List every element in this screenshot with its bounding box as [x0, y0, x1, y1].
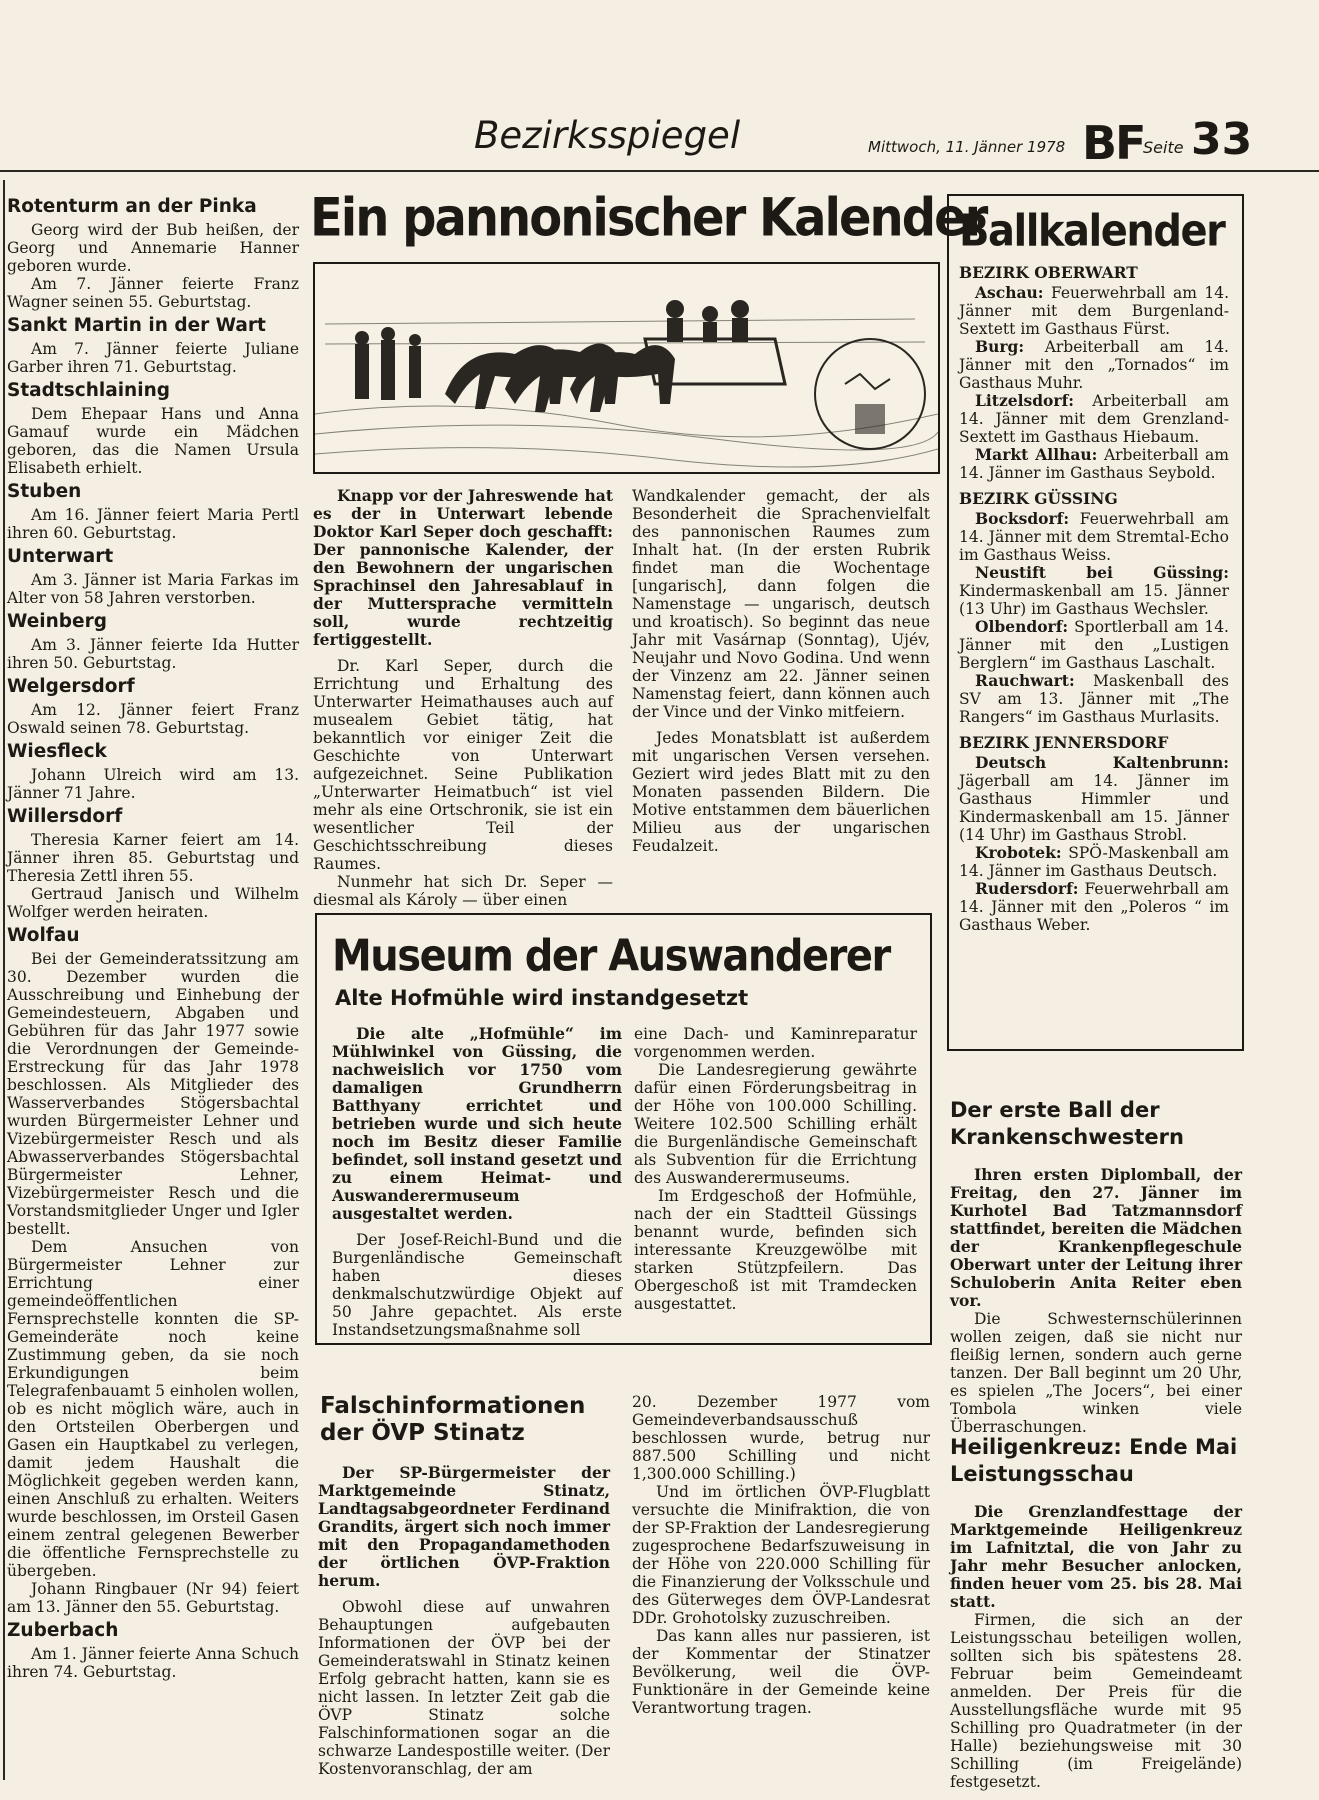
ball-place: Krobotek:: [975, 843, 1062, 862]
krankenschwestern-column: [950, 1166, 1242, 1436]
entry-text: Theresia Karner feiert am 14. Jänner ihren 85. Geburtstag und Theresia Zettl ihren 55.: [7, 831, 299, 885]
oevp-column-2: [632, 1393, 930, 1717]
oevp-paragraph: Das kann alles nur passieren, ist der Kommentar der Stinatzer Bevölkerung, weil die ÖVP-Funktionäre in der Gemeinde keine Verantwortung tragen.: [632, 1627, 930, 1717]
ball-place: Bocksdorf:: [975, 509, 1070, 528]
entry-text: Am 3. Jänner feierte Ida Hutter ihren 50. Geburtstag.: [7, 636, 299, 672]
entry-text: Am 12. Jänner feiert Franz Oswald seinen 78. Geburtstag.: [7, 701, 299, 737]
ball-place: Deutsch Kaltenbrunn:: [975, 753, 1229, 772]
heiligenkreuz-paragraph: Firmen, die sich an der Leistungsschau beteiligen wollen, sollten sich bis spätestens 28. Februar beim Gemeindeamt anmelden. Der Preis für die Ausstellungsfläche wurde mit 95 Schilling pro Quadratmeter (in der Halle) beziehungsweise mit 30 Schilling (im Freigelände) festgesetzt.: [950, 1611, 1242, 1791]
ball-place: Rudersdorf:: [975, 879, 1079, 898]
ball-details: Maskenball des SV am 13. Jänner mit „The Rangers“ im Gasthaus Murlasits.: [959, 672, 1229, 726]
museum-paragraph: eine Dach- und Kaminreparatur vorgenommen werden.: [634, 1025, 917, 1061]
ball-entry: [959, 392, 1229, 446]
sleigh-illustration-drawing: [315, 264, 938, 472]
museum-article-box: [315, 913, 932, 1345]
museum-paragraph: Im Erdgeschoß der Hofmühle, nach der ein Stadtteil Güssings benannt wurde, befinden sich interessante Kreuzgewölbe mit starken Stützpfeilern. Das Obergeschoß ist mit Tramdecken ausgestattet.: [634, 1187, 917, 1313]
district-heading: BEZIRK JENNERSDORF: [959, 733, 1169, 752]
entry-text: Am 1. Jänner feierte Anna Schuch ihren 74. Geburtstag.: [7, 1645, 299, 1681]
oevp-paragraph: 20. Dezember 1977 vom Gemeindeverbandsausschuß beschlossen wurde, betrug nur 887.500 Schilling und nicht 1,300.000 Schilling.): [632, 1393, 930, 1483]
entry-heading: Wolfau: [7, 925, 80, 946]
museum-paragraph: Der Josef-Reichl-Bund und die Burgenländische Gemeinschaft haben dieses denkmalschutzwürdige Objekt auf 50 Jahre gepachtet. Als erste Instandsetzungsmaßnahme soll: [332, 1231, 622, 1339]
entry-text: Johann Ringbauer (Nr 94) feiert am 13. Jänner den 55. Geburtstag.: [7, 1580, 299, 1616]
entry-heading: Willersdorf: [7, 806, 123, 827]
entry-text: Dem Ehepaar Hans und Anna Gamauf wurde ein Mädchen geboren, das die Namen Ursula Elisabeth erhielt.: [7, 405, 299, 477]
entry-heading: Stadtschlaining: [7, 380, 170, 401]
kalender-column-2: [632, 487, 930, 855]
ball-entry: [959, 618, 1229, 672]
entry-heading: Stuben: [7, 481, 82, 502]
ball-entry: [959, 754, 1229, 844]
issue-date: Mittwoch, 11. Jänner 1978: [868, 138, 1066, 156]
kalender-column-1: [313, 487, 613, 909]
district-heading: BEZIRK OBERWART: [959, 263, 1138, 282]
section-title: Bezirksspiegel: [474, 114, 741, 157]
oevp-lead: Der SP-Bürgermeister der Marktgemeinde Stinatz, Landtagsabgeordneter Ferdinand Grandits, ärgert sich noch immer mit den Propagandamethoden der örtlichen ÖVP-Fraktion herum.: [318, 1463, 610, 1590]
ball-place: Rauchwart:: [975, 671, 1075, 690]
left-margin-rule: [3, 180, 5, 1780]
entry-heading: Sankt Martin in der Wart: [7, 315, 266, 336]
entry-heading: Unterwart: [7, 546, 114, 567]
ball-details: Kindermaskenball am 15. Jänner (13 Uhr) im Gasthaus Wechsler.: [959, 582, 1229, 618]
entry-text: Am 7. Jänner feierte Franz Wagner seinen 55. Geburtstag.: [7, 275, 299, 311]
entry-text: Am 3. Jänner ist Maria Farkas im Alter von 58 Jahren verstorben.: [7, 571, 299, 607]
ball-entry: [959, 564, 1229, 618]
entry-text: Dem Ansuchen von Bürgermeister Lehner zur Errichtung einer gemeindeöffentlichen Fernsprechstelle konnten die SP-Gemeinderäte noch keine Zustimmung geben, da sie noch Erkundigungen beim Telegrafenbauamt 5 einholen wollen, ob es nicht möglich wäre, auch in den Ortsteilen Oberbergen und Gasen ein Hauptkabel zu verlegen, damit jedem Haushalt die Möglichkeit gegeben werden kann, einen Anschluß zu erhalten. Weiters wurde beschlossen, im Orsteil Gasen einem zentral gelegenen Bewerber die öffentliche Fernsprechstelle zu übergeben.: [7, 1238, 299, 1580]
museum-column-2: [634, 1025, 917, 1313]
entry-heading: Weinberg: [7, 611, 107, 632]
ball-place: Markt Allhau:: [975, 445, 1098, 464]
entry-heading: Wiesfleck: [7, 741, 107, 762]
ballkalender-box: [947, 194, 1244, 1051]
heiligenkreuz-column: [950, 1503, 1242, 1791]
ball-entry: [959, 844, 1229, 880]
entry-text: Johann Ulreich wird am 13. Jänner 71 Jahre.: [7, 766, 299, 802]
museum-lead: Die alte „Hofmühle“ im Mühlwinkel von Güssing, die nachweislich vor 1750 vom damaligen Grundherrn Batthyany errichtet und betrieben wurde und sich heute noch im Besitz dieser Familie befindet, soll instand gesetzt und zu einem Heimat- und Auswanderermuseum ausgestaltet werden.: [332, 1024, 622, 1223]
krankenschwestern-lead: Ihren ersten Diplomball, der Freitag, den 27. Jänner im Kurhotel Bad Tatzmannsdorf stattfindet, bereiten die Mädchen der Krankenpflegeschule Oberwart unter der Leitung ihrer Schuloberin Anita Reiter eben vor.: [950, 1165, 1242, 1310]
ball-place: Olbendorf:: [975, 617, 1069, 636]
ball-details: Feuerwehrball am 14. Jänner mit den „Poleros “ im Gasthaus Weber.: [959, 880, 1229, 934]
kalender-paragraph: Dr. Karl Seper, durch die Errichtung und Erhaltung des Unterwarter Heimathauses auch auf musealem Gebiet tätig, hat bekanntlich vor einiger Zeit die Geschichte von Unterwart aufgezeichnet. Seine Publikation „Unterwarter Heimatbuch“ ist viel mehr als eine Ortschronik, sie ist ein wesentlicher Teil der Geschichtsschreibung dieses Raumes.: [313, 657, 613, 873]
ball-details: Sportlerball am 14. Jänner mit den „Lustigen Berglern“ im Gasthaus Laschalt.: [959, 618, 1229, 672]
entry-text: Am 16. Jänner feiert Maria Pertl ihren 60. Geburtstag.: [7, 506, 299, 542]
ball-place: Burg:: [975, 337, 1025, 356]
kalender-paragraph: Nunmehr hat sich Dr. Seper — diesmal als Károly — über einen: [313, 873, 613, 909]
oevp-column-1: [318, 1464, 610, 1778]
ballkalender-list: [959, 256, 1229, 934]
ball-details: Jägerball am 14. Jänner im Gasthaus Himmler und Kindermaskenball am 15. Jänner (14 Uhr) im Gasthaus Strobl.: [959, 772, 1229, 844]
ball-details: Arbeiterball am 14. Jänner mit den „Tornados“ im Gasthaus Muhr.: [959, 338, 1229, 392]
ball-place: Neustift bei Güssing:: [975, 563, 1229, 582]
museum-column-1: [332, 1025, 622, 1339]
oevp-headline: Falschinformationen der ÖVP Stinatz: [320, 1393, 586, 1446]
heiligenkreuz-lead: Die Grenzlandfesttage der Marktgemeinde Heiligenkreuz im Lafnitztal, die von Jahr zu Jahr mehr Besucher anlocken, finden heuer vom 25. bis 28. Mai statt.: [950, 1502, 1242, 1611]
ball-place: Aschau:: [975, 283, 1044, 302]
header-rule: [0, 170, 1319, 172]
kalender-headline: Ein pannonischer Kalender: [310, 187, 987, 249]
museum-paragraph: Die Landesregierung gewährte dafür einen Förderungsbeitrag in der Höhe von 100.000 Schilling. Weitere 102.500 Schilling erhält die Burgenländische Gemeinschaft als Subvention für die Errichtung des Auswanderermuseums.: [634, 1061, 917, 1187]
ball-details: Arbeiterball am 14. Jänner mit dem Grenzland-Sextett im Gasthaus Hiebaum.: [959, 392, 1229, 446]
ball-entry: [959, 880, 1229, 934]
district-heading: BEZIRK GÜSSING: [959, 489, 1118, 508]
ball-entry: [959, 446, 1229, 482]
kalender-paragraph: Jedes Monatsblatt ist außerdem mit ungarischen Versen versehen. Geziert wird jedes Blatt mit zu den Monaten passenden Bildern. Die Motive entstammen dem bäuerlichen Milieu aus der ungarischen Feudalzeit.: [632, 729, 930, 855]
museum-headline: Museum der Auswanderer: [332, 931, 890, 982]
ball-details: Feuerwehrball am 14. Jänner mit dem Burgenland-Sextett im Gasthaus Fürst.: [959, 284, 1229, 338]
entry-text: Bei der Gemeinderatssitzung am 30. Dezember wurden die Ausschreibung und Einhebung der Gemeindesteuern, Abgaben und Gebühren für das Jahr 1977 sowie die Verordnungen der Gemeinde-Erstreckung für das Jahr 1978 beschlossen. Als Mitglieder des Wasserverbandes Stögersbachtal wurden Bürgermeister Lehner und Vizebürgermeister Resch und als Abwasserverbandes Stögersbachtal Bürgermeister Lehner, Vizebürgermeister Resch und die Vorstandsmitglieder Unger und Igler bestellt.: [7, 950, 299, 1238]
kalender-lead: Knapp vor der Jahreswende hat es der in Unterwart lebende Doktor Karl Seper doch geschafft: Der pannonische Kalender, der den Bewohnern der ungarischen Sprachinsel den Jahresablauf in der Muttersprache vermitteln soll, wurde rechtzeitig fertiggestellt.: [313, 486, 613, 649]
ball-place: Litzelsdorf:: [975, 391, 1074, 410]
oevp-paragraph: Obwohl diese auf unwahren Behauptungen aufgebauten Informationen der ÖVP bei der Gemeinderatswahl in Stinatz keinen Erfolg gebracht hatten, kann sie es nicht lassen. In letzter Zeit gab die ÖVP Stinatz solche Falschinformationen sogar an die schwarze Landespostille weiter. (Der Kostenvoranschlag, der am: [318, 1598, 610, 1778]
entry-text: Georg wird der Bub heißen, der Georg und Annemarie Hanner geboren wurde.: [7, 221, 299, 275]
entry-heading: Welgersdorf: [7, 676, 135, 697]
sleigh-illustration: [313, 262, 940, 474]
local-news-column: [7, 192, 299, 1681]
ball-details: Arbeiterball am 14. Jänner im Gasthaus Seybold.: [959, 446, 1229, 482]
ball-entry: [959, 338, 1229, 392]
museum-subheadline: Alte Hofmühle wird instandgesetzt: [335, 986, 749, 1010]
entry-text: Gertraud Janisch und Wilhelm Wolfger werden heiraten.: [7, 885, 299, 921]
entry-text: Am 7. Jänner feierte Juliane Garber ihren 71. Geburtstag.: [7, 340, 299, 376]
ball-details: SPÖ-Maskenball am 14. Jänner im Gasthaus Deutsch.: [959, 844, 1229, 880]
oevp-paragraph: Und im örtlichen ÖVP-Flugblatt versuchte die Minifraktion, die von der SP-Fraktion der Landesregierung zugesprochene Bedarfszuweisung in der Höhe von 220.000 Schilling für die Finanzierung der Volksschule und des Güterweges dem ÖVP-Landesrat DDr. Grohotolsky zuzuschreiben.: [632, 1483, 930, 1627]
ball-entry: [959, 510, 1229, 564]
krankenschwestern-paragraph: Die Schwesternschülerinnen wollen zeigen, daß sie nicht nur fleißig lernen, sondern auch gerne tanzen. Der Ball beginnt um 20 Uhr, es spielen „The Jocers“, bei einer Tombola winken viele Überraschungen.: [950, 1310, 1242, 1436]
heiligenkreuz-headline: Heiligenkreuz: Ende Mai Leistungsschau: [950, 1435, 1238, 1486]
page-label: Seite: [1143, 138, 1184, 157]
ball-entry: [959, 284, 1229, 338]
ballkalender-headline: Ballkalender: [959, 206, 1225, 257]
ball-details: Feuerwehrball am 14. Jänner mit dem Stremtal-Echo im Gasthaus Weiss.: [959, 510, 1229, 564]
entry-heading: Zuberbach: [7, 1620, 119, 1641]
newspaper-logo: BF: [1082, 116, 1145, 170]
ball-entry: [959, 672, 1229, 726]
entry-heading: Rotenturm an der Pinka: [7, 196, 257, 217]
krankenschwestern-headline: Der erste Ball der Krankenschwestern: [950, 1098, 1184, 1149]
kalender-paragraph: Wandkalender gemacht, der als Besonderheit die Sprachenvielfalt des pannonischen Raumes zum Inhalt hat. (In der ersten Rubrik findet man die Wochentage [ungarisch], dann folgen die Namenstage — ungarisch, deutsch und kroatisch). So beginnt das neue Jahr mit Vasárnap (Sonntag), Ujév, Neujahr und Novo Godina. Und wenn der Vinzenz am 22. Jänner seinen Namenstag feiert, dann können auch der Vince und der Vinko mitfeiern.: [632, 487, 930, 721]
page-number: 33: [1191, 114, 1253, 165]
